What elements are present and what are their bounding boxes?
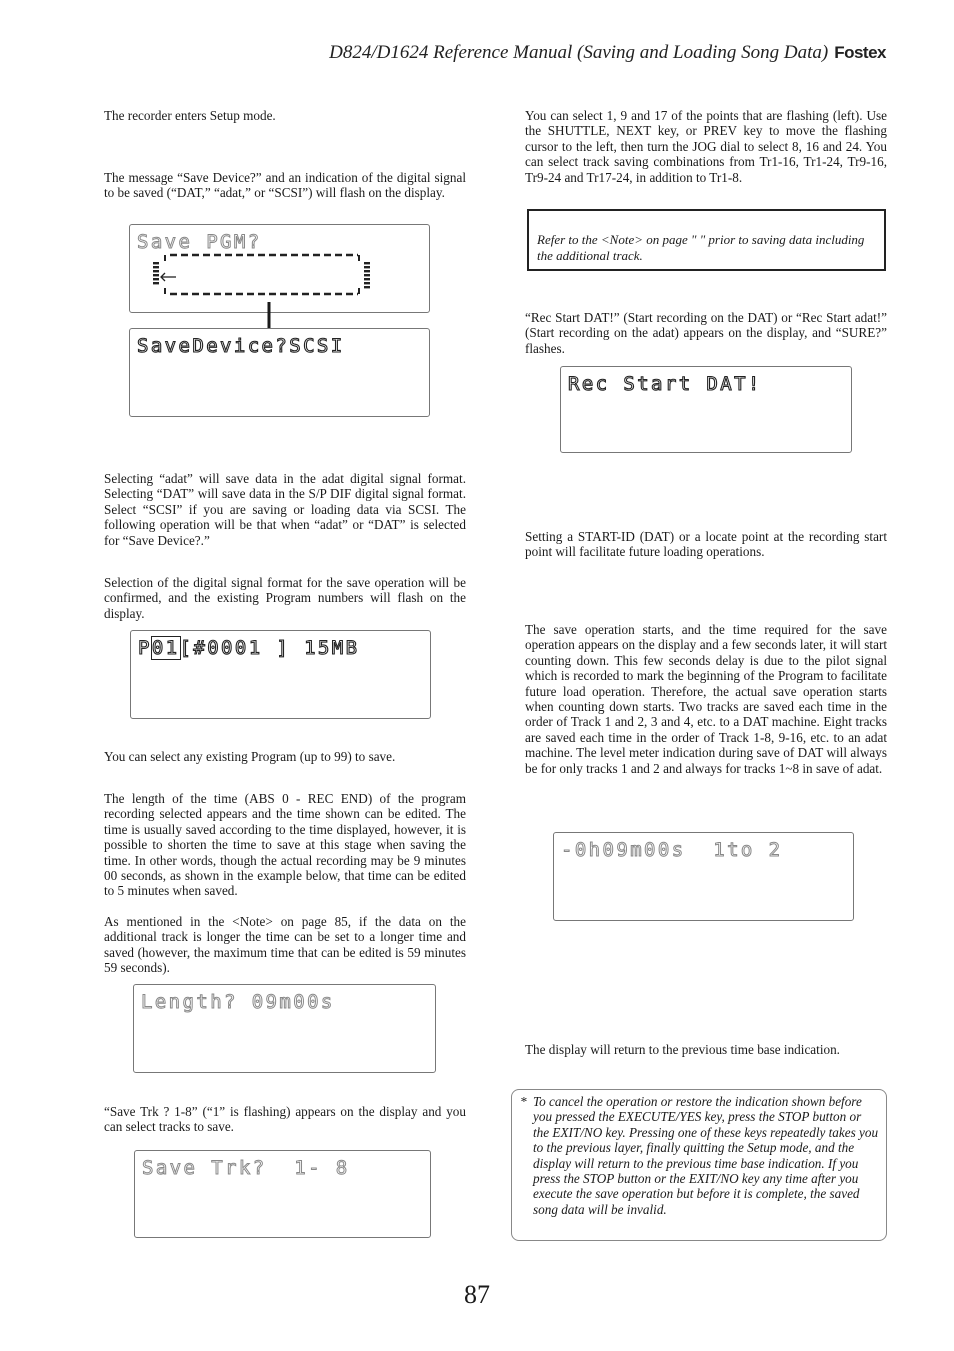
brand-logo: Fostex	[834, 43, 886, 62]
paragraph-save-track: “Save Trk ? 1-8” (“1” is flashing) appears on the display and you can select tracks to save.	[104, 1104, 466, 1135]
cancel-note-box	[511, 1089, 887, 1241]
lcd-program-prefix: P	[138, 637, 152, 659]
page-header	[329, 42, 886, 64]
paragraph-program-numbers: Selection of the digital signal format for the save operation will be confirmed, and the existing Program numbers will flash on the display.	[104, 575, 466, 621]
paragraph-save-device: The message “Save Device?” and an indication of the digital signal to be saved (“DAT,” “adat,” or “SCSI”) will flash on the display.	[104, 170, 466, 201]
lcd-meter-graphic	[130, 225, 431, 314]
lcd-program-text	[138, 637, 359, 659]
lcd-save-pgm-text: Save PGM?	[137, 231, 262, 253]
lcd-length-text: Length? 09m00s	[141, 991, 335, 1013]
asterisk-marker: *	[520, 1094, 527, 1109]
note-text: Refer to the <Note> on page " " prior to saving data including the additional track.	[537, 232, 865, 263]
lcd-program-rest: [#0001 ] 15MB	[179, 637, 360, 659]
paragraph-additional-track: As mentioned in the <Note> on page 85, if the data on the additional track is longer the time can be set to a longer time and saved (however, the maximum time that can be edited is 59 minutes 59 seconds).	[104, 914, 466, 976]
paragraph-track-combinations: You can select 1, 9 and 17 of the points that are flashing (left). Use the SHUTTLE, NEXT key, or PREV key to move the flashing cursor to the left, then turn the JOG dial to select 8, 16 and 24. You can select track saving combinations from Tr1-16, Tr1-24, Tr9-16, Tr9-24 and Tr17-24, in addition to Tr1-8.	[525, 108, 887, 185]
header-title: D824/D1624 Reference Manual (Saving and Loading Song Data)	[329, 42, 829, 63]
paragraph-save-operation: The save operation starts, and the time required for the save operation appears on the display and a few seconds later, it will start counting down. This few seconds delay is due to the pilot signal which is recorded to mark the beginning of the Program to facilitate future load operation. Therefore, the actual save operation starts when counting down starts. Two tracks are saved each time in the order of Track 1 and 2, 3 and 4, etc. to a DAT machine. Eight tracks are saved each time in the order of Track 1-8, 9-16, etc. to an adat machine. The level meter indication during save of DAT will always be for only tracks 1 and 2 and always for tracks 1~8 in save of adat.	[525, 622, 887, 776]
cancel-note-text: To cancel the operation or restore the indication shown before you pressed the EXECUTE/YES key, press the STOP button or the EXIT/NO key. Pressing one of these keys repeatedly takes you to the previous layer, finally quitting the Setup mode, and the display will return to the previous time base indication. If you press the STOP button or the EXIT/NO key any time after you execute the save operation but before it is complete, the saved song data will be invalid.	[533, 1094, 879, 1217]
lcd-save-device-text: SaveDevice?SCSI	[137, 335, 345, 357]
lcd-save-trk-display	[134, 1150, 431, 1238]
lcd-program-display	[130, 630, 431, 719]
lcd-rec-start-display	[560, 366, 852, 453]
lcd-countdown-display	[553, 832, 854, 921]
paragraph-rec-start: “Rec Start DAT!” (Start recording on the DAT) or “Rec Start adat!” (Start recording on the adat) appears on the display, and “SURE?” flashes.	[525, 310, 887, 356]
paragraph-setup-mode: The recorder enters Setup mode.	[104, 108, 276, 123]
lcd-rec-start-text: Rec Start DAT!	[568, 373, 762, 395]
paragraph-select-program: You can select any existing Program (up to 99) to save.	[104, 749, 396, 764]
lcd-save-trk-text: Save Trk? 1- 8	[142, 1157, 350, 1179]
page-number: 87	[464, 1280, 490, 1309]
paragraph-length-time: The length of the time (ABS 0 - REC END) of the program recording selected appears and the time shown can be edited. The time is usually saved according to the time displayed, however, it is possible to shorten the time to save at this stage when saving the time. In other words, though the actual recording may be 9 minutes 00 seconds, as shown in the example below, that time can be edited to 5 minutes when saved.	[104, 791, 466, 899]
paragraph-format-selection: Selecting “adat” will save data in the adat digital signal format. Selecting “DAT” will save data in the S/P DIF digital signal format. Select “SCSI” if you are saving or loading data via SCSI. The following operation will be that when “adat” or “DAT” is selected for “Save Device?.”	[104, 471, 466, 548]
lcd-save-device-display	[129, 328, 430, 417]
lcd-countdown-text: -0h09m00s 1to 2	[561, 839, 783, 861]
lcd-length-display	[133, 984, 436, 1073]
paragraph-start-id: Setting a START-ID (DAT) or a locate point at the recording start point will facilitate future loading operations.	[525, 529, 887, 560]
lcd-program-number-cursor: 01	[151, 637, 180, 659]
note-box	[527, 209, 886, 271]
paragraph-return-display: The display will return to the previous time base indication.	[525, 1042, 840, 1057]
